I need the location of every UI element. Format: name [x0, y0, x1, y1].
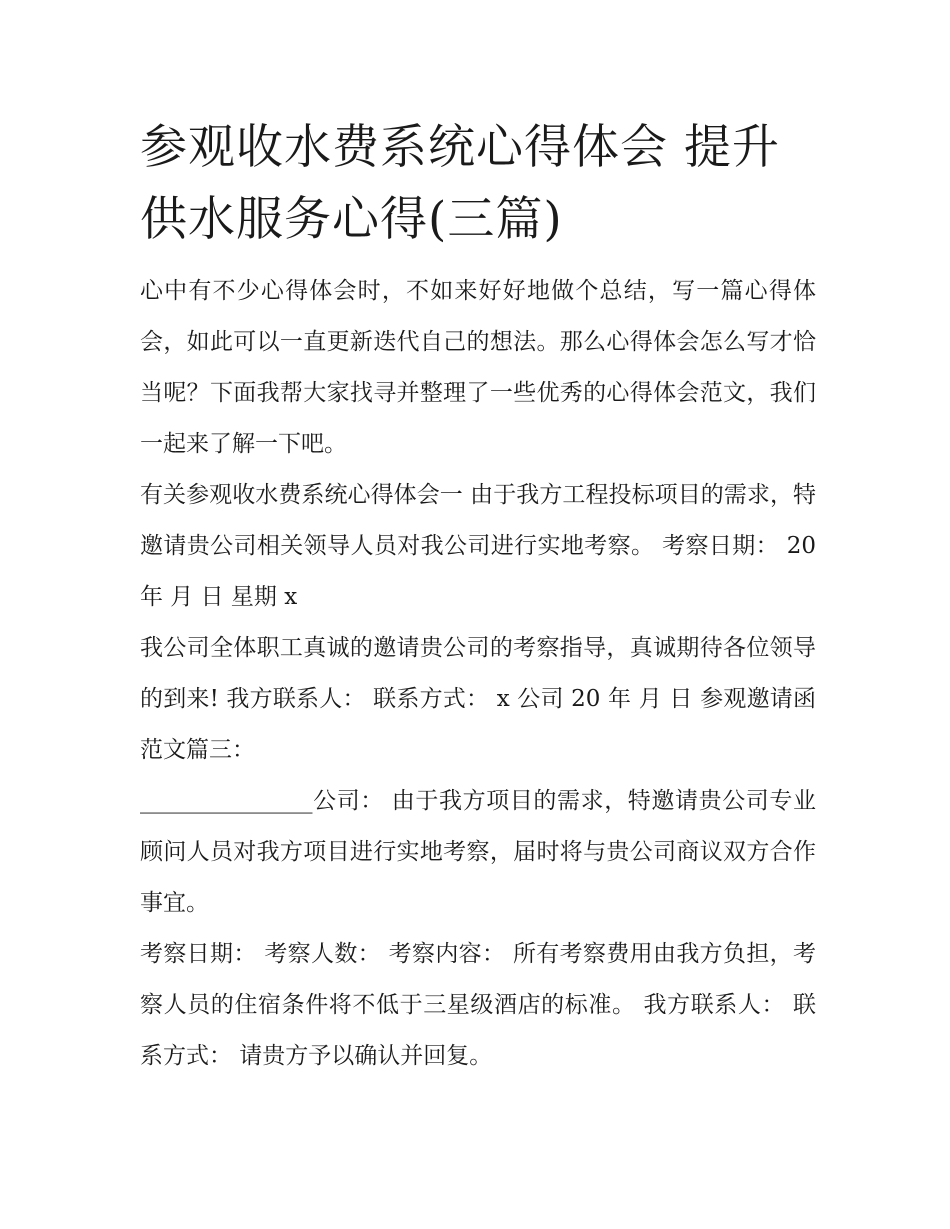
paragraph-invitation-3: _______________公司： 由于我方项目的需求，特邀请贵公司专业顾问人员对我方项目进行实地考察，届时将与贵公司商议双方合作事宜。: [140, 788, 816, 916]
paragraph-invitation-2: 我公司全体职工真诚的邀请贵公司的考察指导，真诚期待各位领导的到来! 我方联系人： 联系方式： x 公司 20 年 月 日 参观邀请函范文篇三：: [140, 635, 816, 763]
paragraph-intro: 心中有不少心得体会时，不如来好好地做个总结，写一篇心得体会，如此可以一直更新迭代自己的想法。那么心得体会怎么写才恰当呢？下面我帮大家找寻并整理了一些优秀的心得体会范文，我们一起来了解一下吧。: [140, 278, 816, 457]
paragraph-inspection-details: 考察日期： 考察人数： 考察内容： 所有考察费用由我方负担，考察人员的住宿条件将不低于三星级酒店的标准。 我方联系人： 联系方式： 请贵方予以确认并回复。: [140, 941, 816, 1069]
document-title: 参观收水费系统心得体会 提升供水服务心得(三篇): [140, 120, 780, 247]
document-page: [140, 112, 816, 1082]
paragraph-invitation-1: 有关参观收水费系统心得体会一 由于我方工程投标项目的需求，特邀请贵公司相关领导人员对我公司进行实地考察。 考察日期： 20 年 月 日 星期 x: [140, 482, 816, 610]
